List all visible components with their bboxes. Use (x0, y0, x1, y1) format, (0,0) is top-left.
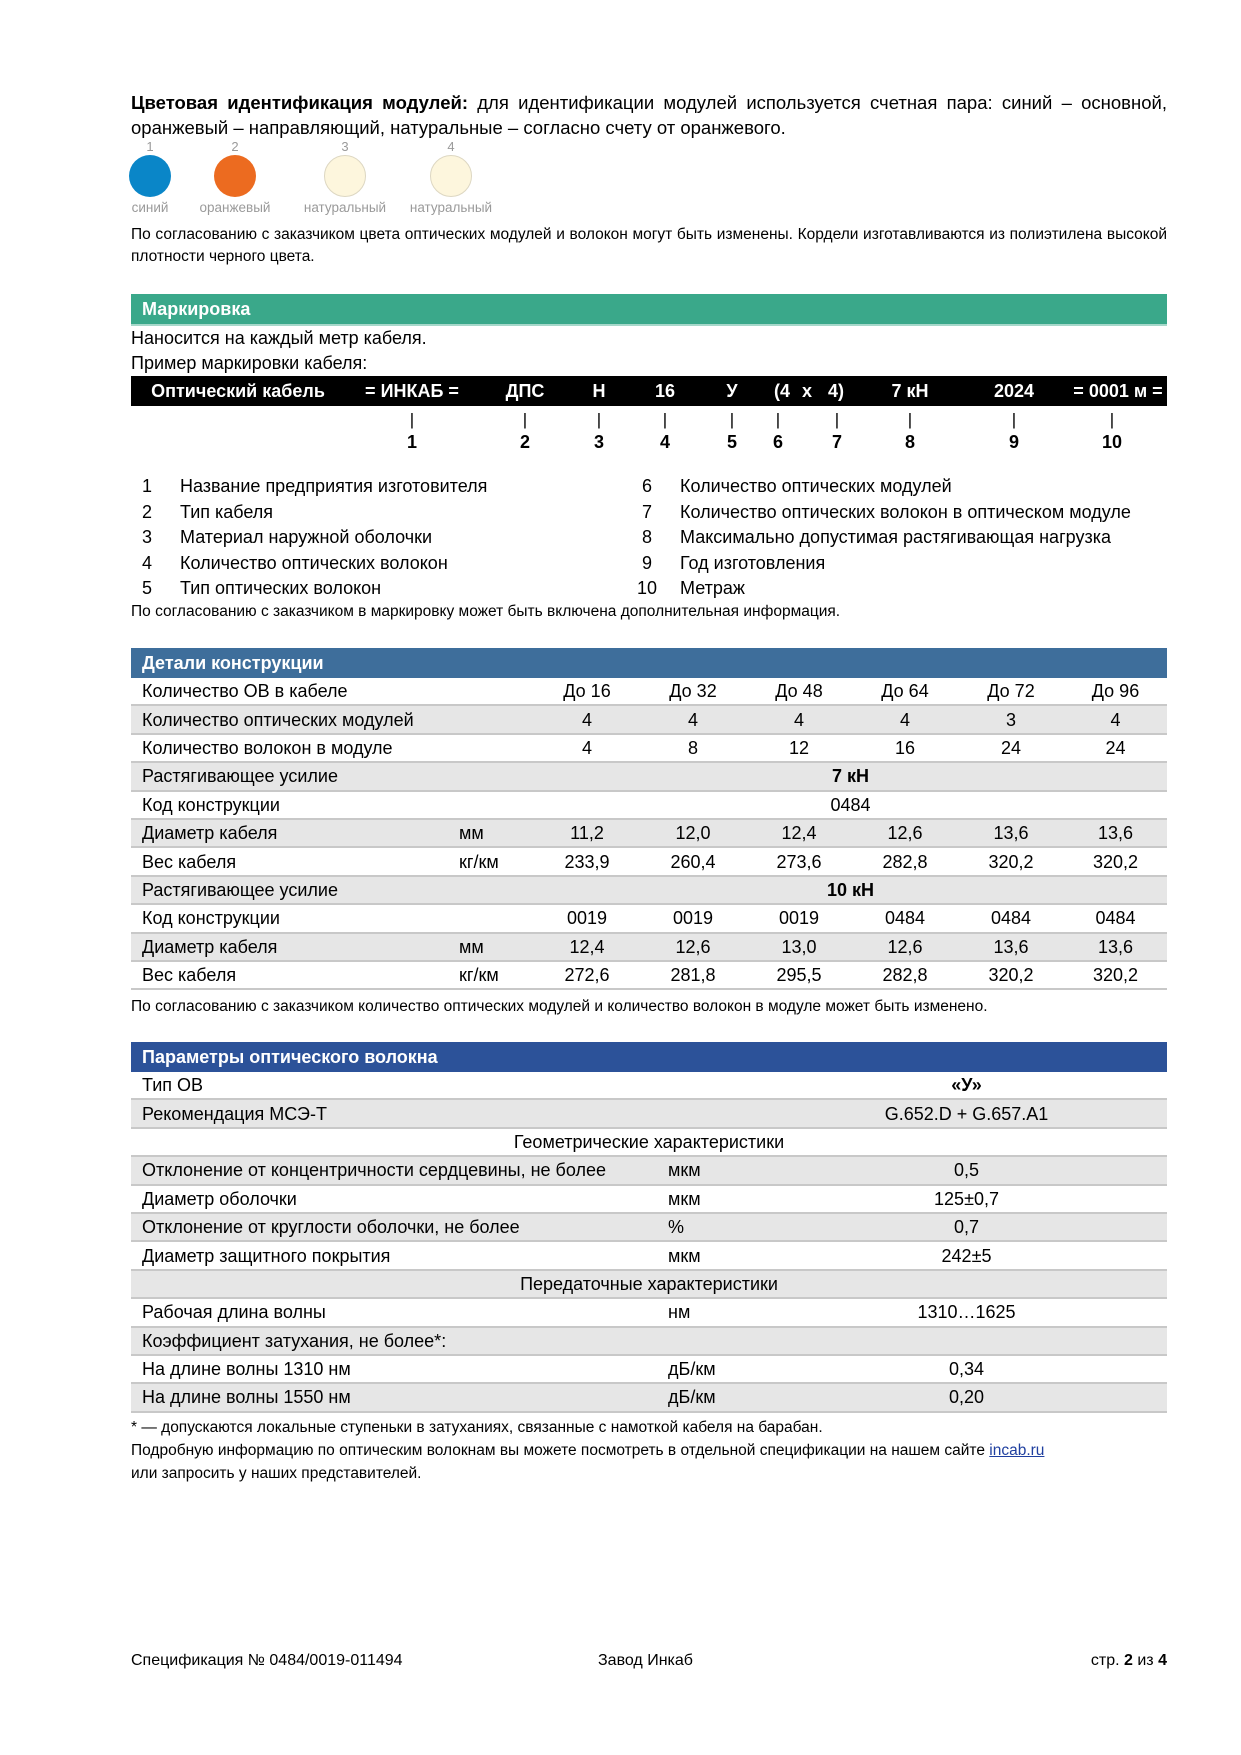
module-color-label: натуральный (303, 200, 387, 215)
module-color-dot (430, 155, 472, 197)
row-label: Растягивающее усилие (131, 876, 459, 904)
row-span-value: 10 кН (534, 876, 1167, 904)
marking-part: = ИНКАБ = (365, 381, 459, 401)
marking-part: У (726, 381, 738, 401)
row-unit: кг/км (459, 847, 534, 875)
marking-part: 7 кН (891, 381, 929, 401)
construction-row (131, 734, 1167, 762)
module-number: 3 (341, 139, 349, 154)
row-value: 13,6 (1064, 819, 1167, 847)
module-number: 2 (231, 139, 239, 154)
row-unit (459, 678, 534, 705)
row-value: 0,7 (766, 1213, 1167, 1241)
fiber-row (131, 1327, 1167, 1355)
marking-tick: | (1109, 410, 1115, 429)
marking-number: 6 (772, 432, 784, 452)
row-unit (666, 1327, 766, 1355)
marking-number: 3 (593, 432, 605, 452)
row-value: 16 (852, 734, 958, 762)
row-unit (459, 904, 534, 932)
row-value: До 48 (746, 678, 852, 705)
row-value: 13,0 (746, 933, 852, 961)
marking-line-2: Пример маркировки кабеля: (131, 353, 368, 373)
row-value: 4 (1064, 705, 1167, 733)
intro-title: Цветовая идентификация модулей: (131, 92, 469, 113)
legend-item (636, 525, 1166, 551)
construction-row (131, 961, 1167, 989)
row-value: До 64 (852, 678, 958, 705)
row-value: G.652.D + G.657.A1 (766, 1099, 1167, 1127)
row-value: 4 (746, 705, 852, 733)
legend-item (136, 525, 616, 551)
legend-text: Количество оптических волокон в оптическом модуле (680, 501, 1131, 522)
fiber-row (131, 1241, 1167, 1269)
row-value: 0019 (534, 904, 640, 932)
row-value: 12,6 (640, 933, 746, 961)
row-value: 12,0 (640, 819, 746, 847)
row-label: На длине волны 1550 нм (131, 1383, 666, 1411)
row-value: 295,5 (746, 961, 852, 989)
legend-text: Тип оптических волокон (180, 578, 382, 598)
row-label: Тип ОВ (131, 1072, 666, 1099)
row-value: 3 (958, 705, 1064, 733)
legend-item (136, 576, 616, 602)
marking-tick: | (834, 410, 840, 429)
marking-tick: | (729, 410, 735, 429)
fiber-subheading-row (131, 1270, 1167, 1298)
row-value: 320,2 (958, 847, 1064, 875)
marking-tick: | (1011, 410, 1017, 429)
page-current: 2 (1124, 1652, 1133, 1669)
more-info-text: Подробную информацию по оптическим волокнам вы можете посмотреть в отдельной спецификации на нашем сайте (131, 1442, 990, 1459)
row-label: Вес кабеля (131, 961, 459, 989)
fiber-row (131, 1213, 1167, 1241)
row-label: Диаметр кабеля (131, 819, 459, 847)
construction-row (131, 819, 1167, 847)
fiber-row (131, 1156, 1167, 1184)
fiber-more-info (131, 1439, 1167, 1485)
marking-part: = 0001 м = (1073, 381, 1163, 401)
module-swatch (295, 140, 395, 215)
row-value: 24 (958, 734, 1064, 762)
row-value: 0,20 (766, 1383, 1167, 1411)
row-value: До 32 (640, 678, 746, 705)
row-unit: % (666, 1213, 766, 1241)
marking-part: 16 (654, 381, 676, 401)
row-value: 320,2 (1064, 847, 1167, 875)
legend-item (636, 551, 1166, 577)
marking-tick: | (596, 410, 602, 429)
marking-ticks (131, 410, 1167, 432)
marking-line-1: Наносится на каждый метр кабеля. (131, 328, 427, 348)
row-label: Количество ОВ в кабеле (131, 678, 459, 705)
module-color-swatches (120, 140, 520, 222)
row-value: 12,6 (852, 819, 958, 847)
module-number: 1 (146, 139, 154, 154)
row-label: Диаметр защитного покрытия (131, 1241, 666, 1269)
legend-item (636, 500, 1166, 526)
row-value: 282,8 (852, 961, 958, 989)
legend-number: 1 (141, 476, 152, 496)
row-value: 13,6 (958, 819, 1064, 847)
legend-text: Материал наружной оболочки (180, 527, 433, 547)
row-label: Рекомендация МСЭ-Т (131, 1099, 666, 1127)
row-unit: мкм (666, 1156, 766, 1184)
row-value: 281,8 (640, 961, 746, 989)
row-unit (459, 762, 534, 790)
legend-number: 2 (141, 501, 152, 522)
row-value: 273,6 (746, 847, 852, 875)
module-number: 4 (447, 139, 455, 154)
row-unit (459, 791, 534, 819)
row-unit (459, 876, 534, 904)
row-value: 12,4 (746, 819, 852, 847)
fiber-row (131, 1185, 1167, 1213)
row-label: Количество оптических модулей (131, 705, 459, 733)
row-value: 1310…1625 (766, 1298, 1167, 1326)
construction-row (131, 678, 1167, 705)
marking-part: (4 (773, 381, 791, 401)
colors-note: По согласованию с заказчиком цвета оптических модулей и волокон могут быть изменены. Кордели изготавливаются из полиэтилена высокой плотности черного цвета. (131, 226, 1167, 265)
row-value: 12,6 (852, 933, 958, 961)
row-value: 0,34 (766, 1355, 1167, 1383)
legend-item (136, 474, 616, 500)
fiber-row (131, 1355, 1167, 1383)
row-value (766, 1327, 1167, 1355)
row-value: 4 (534, 734, 640, 762)
legend-text: Максимально допустимая растягивающая нагрузка (680, 527, 1111, 547)
row-value: 0484 (958, 904, 1064, 932)
fiber-subheading-row (131, 1128, 1167, 1156)
row-label: Количество волокон в модуле (131, 734, 459, 762)
legend-number: 7 (641, 501, 652, 522)
module-color-intro (131, 90, 1167, 140)
marking-tick: | (662, 410, 668, 429)
row-value: 13,6 (958, 933, 1064, 961)
marking-number: 9 (1008, 432, 1020, 452)
more-info-text-2: или запросить у наших представителей. (131, 1465, 422, 1482)
row-label: Диаметр оболочки (131, 1185, 666, 1213)
row-value: 0019 (746, 904, 852, 932)
intro-text: для идентификации модулей используется счетная пара: синий – основной, оранжевый – направляющий, натуральные – согласно счету от оранжевого. (131, 92, 1167, 138)
row-value: 242±5 (766, 1241, 1167, 1269)
row-label: Код конструкции (131, 904, 459, 932)
row-label: Отклонение от круглости оболочки, не более (131, 1213, 666, 1241)
construction-row (131, 791, 1167, 819)
row-value: 0019 (640, 904, 746, 932)
row-span-value: 7 кН (534, 762, 1167, 790)
subheading: Геометрические характеристики (131, 1128, 1167, 1156)
row-value: 4 (534, 705, 640, 733)
construction-table (131, 678, 1167, 990)
row-unit: кг/км (459, 961, 534, 989)
construction-row (131, 762, 1167, 790)
module-color-dot (214, 155, 256, 197)
row-value: До 72 (958, 678, 1064, 705)
module-swatch (401, 140, 501, 215)
legend-number: 5 (141, 578, 152, 598)
row-value: 320,2 (958, 961, 1064, 989)
construction-row (131, 876, 1167, 904)
row-value: 11,2 (534, 819, 640, 847)
legend-text: Количество оптических модулей (680, 476, 952, 496)
module-color-dot (129, 155, 171, 197)
module-swatch (195, 140, 275, 215)
row-unit: мм (459, 933, 534, 961)
construction-row (131, 904, 1167, 932)
row-value: 13,6 (1064, 933, 1167, 961)
legend-number: 9 (641, 552, 652, 573)
marking-note: По согласованию с заказчиком в маркировку может быть включена дополнительная информация. (131, 603, 841, 620)
marking-part: Оптический кабель (151, 381, 325, 401)
row-value: 0484 (852, 904, 958, 932)
marking-part: 4) (827, 381, 845, 401)
marking-legend-left (136, 474, 616, 602)
row-value: 233,9 (534, 847, 640, 875)
marking-tick: | (775, 410, 781, 429)
fiber-footnote: * — допускаются локальные ступеньки в затуханиях, связанные с намоткой кабеля на барабан. (131, 1419, 823, 1436)
row-unit: мкм (666, 1241, 766, 1269)
legend-number: 8 (641, 527, 652, 547)
page-mid: из (1132, 1652, 1159, 1669)
legend-number: 6 (641, 476, 652, 496)
legend-item (136, 500, 616, 526)
row-unit (666, 1099, 766, 1127)
construction-row (131, 847, 1167, 875)
row-value: 12,4 (534, 933, 640, 961)
fiber-row (131, 1298, 1167, 1326)
marking-tick: | (409, 410, 415, 429)
module-color-label: синий (131, 200, 169, 215)
row-unit (666, 1072, 766, 1099)
row-unit: дБ/км (666, 1383, 766, 1411)
legend-item (636, 474, 1166, 500)
marking-number: 2 (519, 432, 531, 452)
construction-row (131, 705, 1167, 733)
row-label: Растягивающее усилие (131, 762, 459, 790)
construction-section-header: Детали конструкции (131, 648, 1167, 678)
row-unit (459, 734, 534, 762)
marking-number: 7 (831, 432, 843, 452)
marking-example (131, 376, 1167, 406)
page-total: 4 (1158, 1652, 1167, 1669)
marking-number: 1 (406, 432, 418, 452)
fiber-row (131, 1099, 1167, 1127)
legend-number: 3 (141, 527, 152, 547)
row-value: 272,6 (534, 961, 640, 989)
marking-part: 2024 (993, 381, 1035, 401)
marking-number: 10 (1101, 432, 1123, 452)
subheading: Передаточные характеристики (131, 1270, 1167, 1298)
row-value: До 96 (1064, 678, 1167, 705)
fiber-row (131, 1383, 1167, 1411)
row-value: До 16 (534, 678, 640, 705)
row-value: 12 (746, 734, 852, 762)
row-value: 260,4 (640, 847, 746, 875)
module-color-label: оранжевый (199, 200, 271, 215)
row-unit: мкм (666, 1185, 766, 1213)
marking-tick: | (522, 410, 528, 429)
row-label: На длине волны 1310 нм (131, 1355, 666, 1383)
row-unit: мм (459, 819, 534, 847)
row-value: 0484 (1064, 904, 1167, 932)
legend-number: 4 (141, 552, 152, 573)
row-label: Вес кабеля (131, 847, 459, 875)
marking-tick: | (907, 410, 913, 429)
legend-text: Метраж (680, 578, 745, 598)
row-value: «У» (766, 1072, 1167, 1099)
row-label: Отклонение от концентричности сердцевины, не более (131, 1156, 666, 1184)
fiber-section-header: Параметры оптического волокна (131, 1042, 1167, 1072)
row-unit: дБ/км (666, 1355, 766, 1383)
legend-text: Количество оптических волокон (180, 552, 448, 573)
row-label: Диаметр кабеля (131, 933, 459, 961)
row-span-value: 0484 (534, 791, 1167, 819)
marking-number: 8 (904, 432, 916, 452)
marking-legend-right (636, 474, 1166, 602)
marking-numbers (131, 432, 1167, 458)
spec-number: Спецификация № 0484/0019-011494 (131, 1652, 403, 1669)
marking-section-header: Маркировка (131, 294, 1167, 324)
row-unit: нм (666, 1298, 766, 1326)
legend-text: Год изготовления (680, 552, 826, 573)
fiber-table (131, 1072, 1167, 1413)
legend-item (136, 551, 616, 577)
row-value: 0,5 (766, 1156, 1167, 1184)
legend-text: Тип кабеля (180, 501, 274, 522)
fiber-row (131, 1072, 1167, 1099)
row-value: 320,2 (1064, 961, 1167, 989)
construction-row (131, 933, 1167, 961)
row-label: Рабочая длина волны (131, 1298, 666, 1326)
page-prefix: стр. (1090, 1652, 1125, 1669)
row-value: 282,8 (852, 847, 958, 875)
marking-part: Н (592, 381, 606, 401)
legend-item (636, 576, 1166, 602)
row-label: Код конструкции (131, 791, 459, 819)
marking-part: x (801, 381, 813, 401)
page-indicator (1030, 1652, 1167, 1670)
module-color-label: натуральный (409, 200, 493, 215)
row-label: Коэффициент затухания, не более*: (131, 1327, 666, 1355)
row-value: 8 (640, 734, 746, 762)
marking-number: 4 (659, 432, 671, 452)
row-value: 4 (640, 705, 746, 733)
row-value: 4 (852, 705, 958, 733)
company-name: Завод Инкаб (598, 1652, 693, 1669)
row-value: 125±0,7 (766, 1185, 1167, 1213)
marking-part: ДПС (505, 381, 545, 401)
row-value: 24 (1064, 734, 1167, 762)
legend-number: 10 (636, 578, 658, 598)
incab-site-link[interactable]: incab.ru (989, 1442, 1045, 1459)
legend-text: Название предприятия изготовителя (180, 476, 488, 496)
module-color-dot (324, 155, 366, 197)
row-unit (459, 705, 534, 733)
construction-note: По согласованию с заказчиком количество оптических модулей и количество волокон в модуле может быть изменено. (131, 998, 988, 1015)
marking-number: 5 (726, 432, 738, 452)
module-swatch (120, 140, 180, 215)
